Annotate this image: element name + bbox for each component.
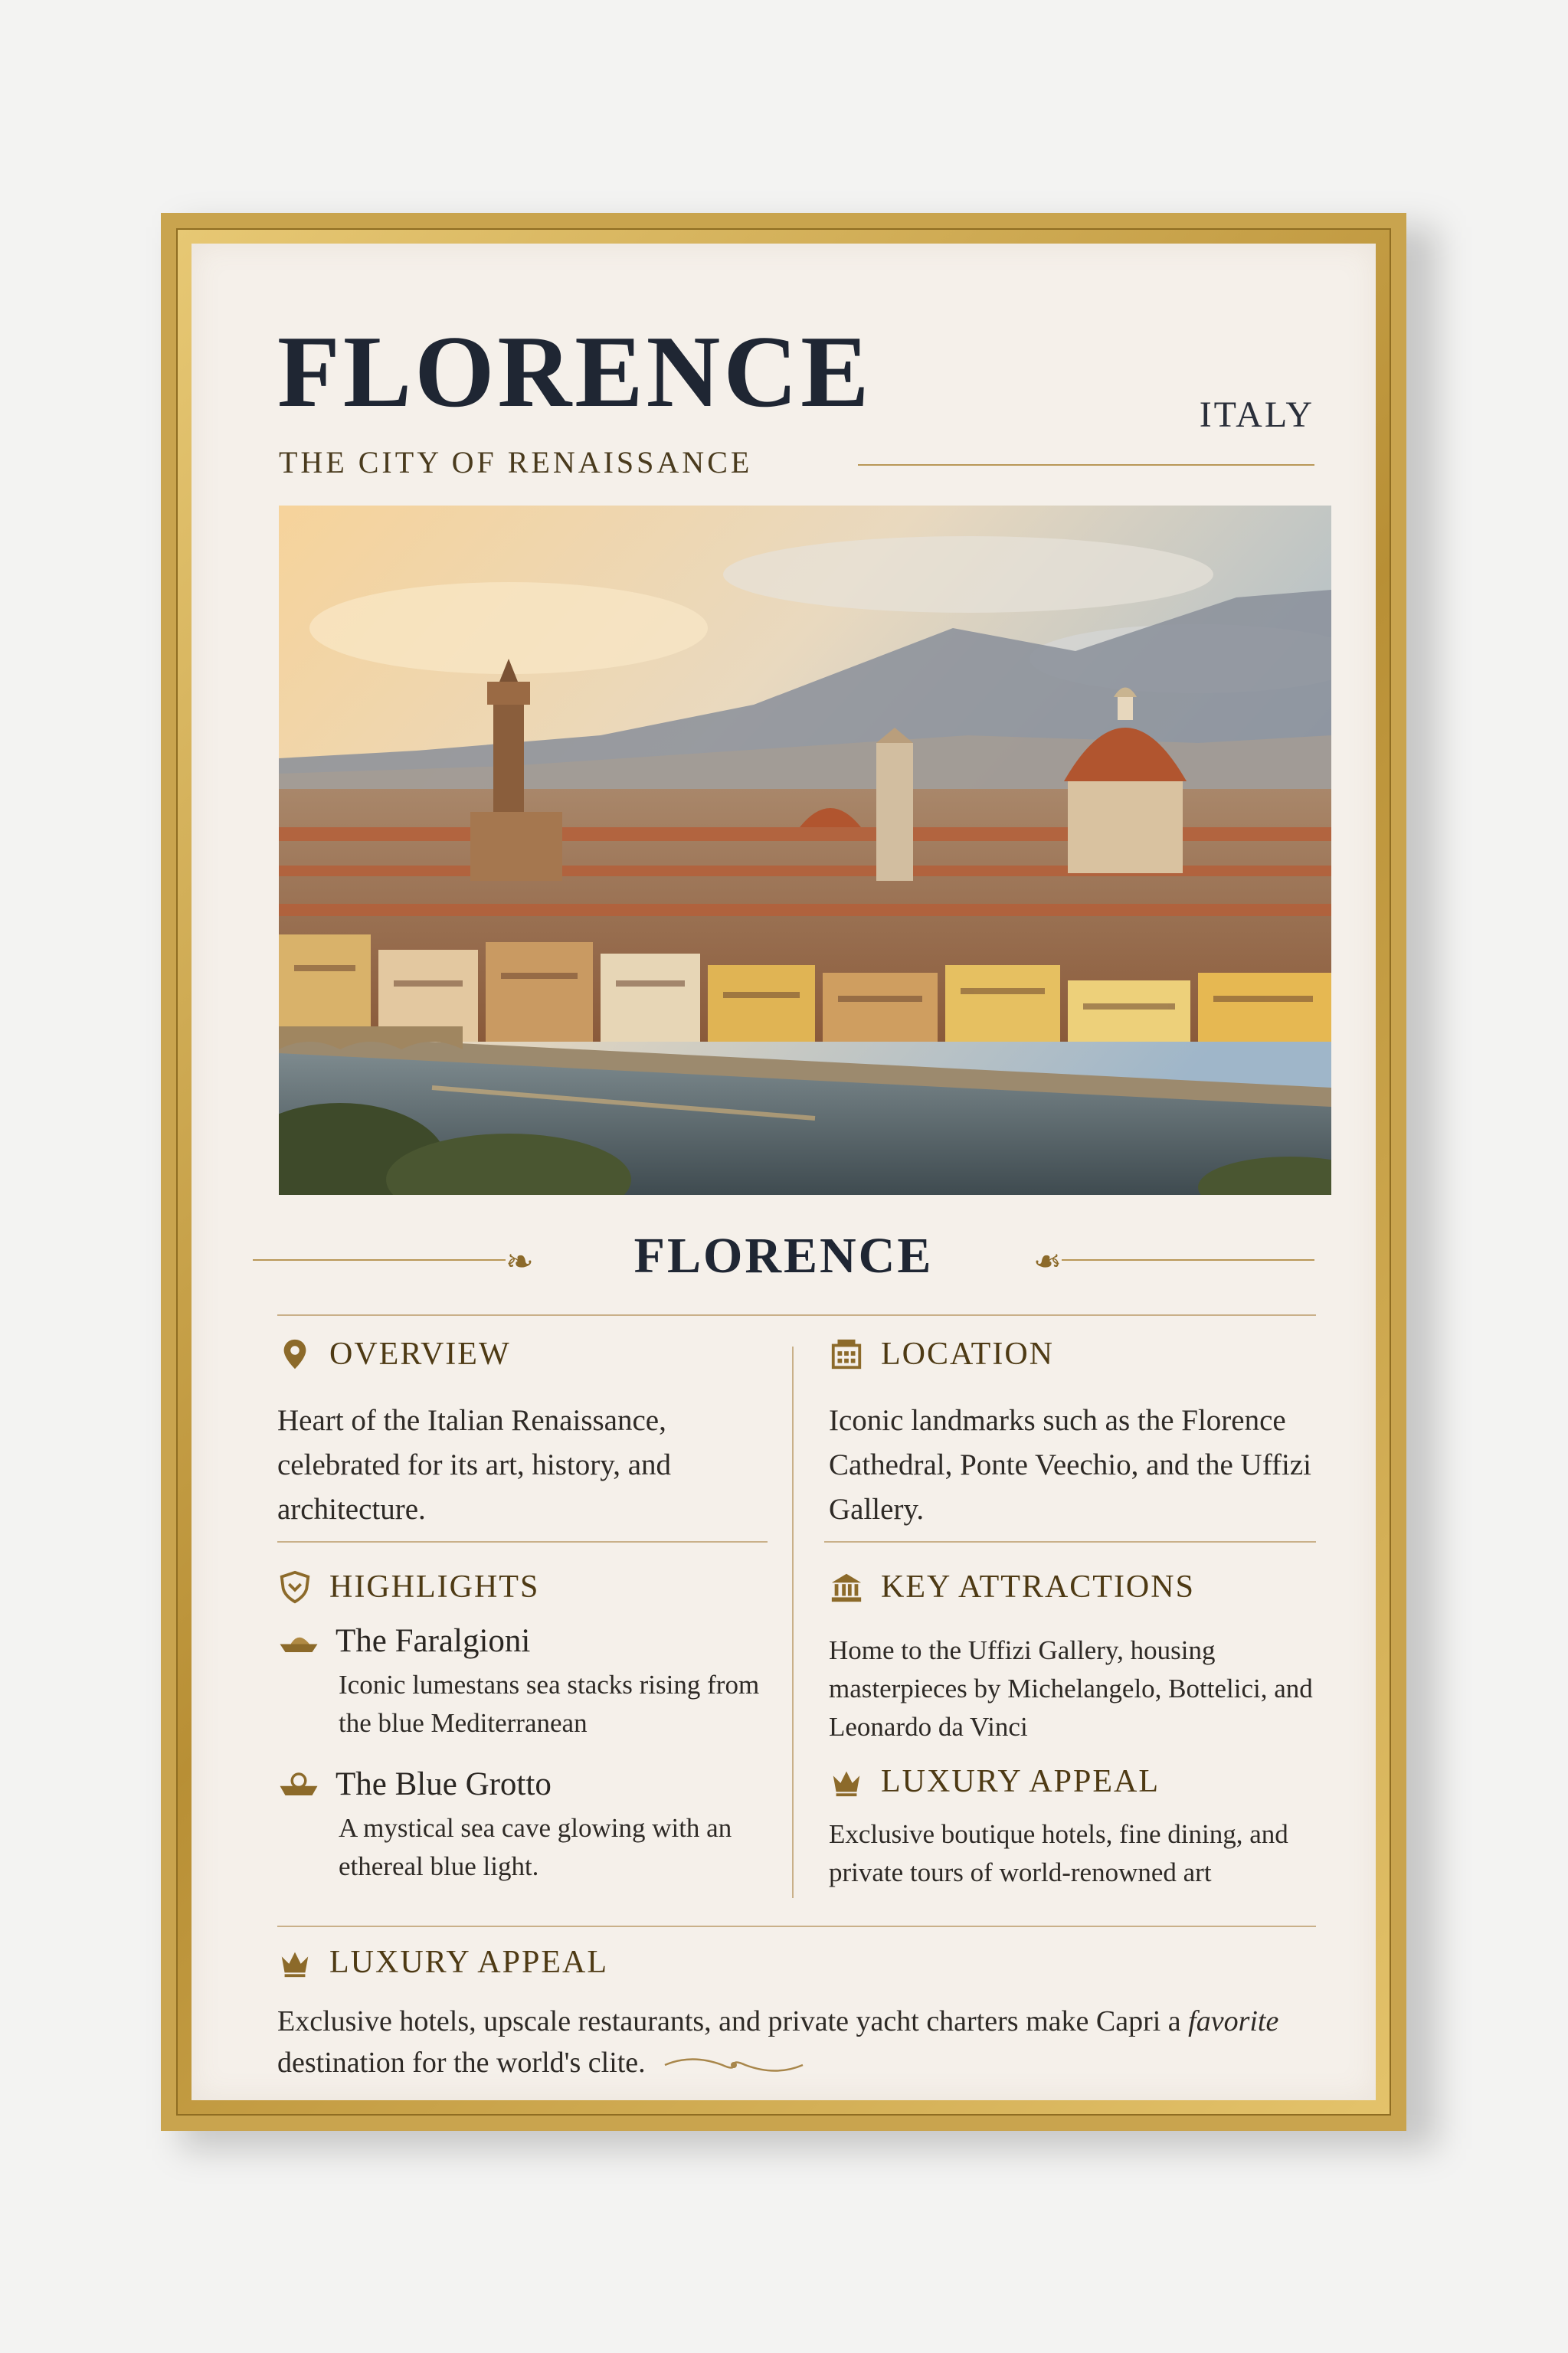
highlight-item xyxy=(277,1622,783,1743)
overview-heading xyxy=(277,1336,768,1373)
poster-paper xyxy=(191,244,1376,2100)
photo-caption-band xyxy=(253,1219,1314,1288)
highlight-title: The Faralgioni xyxy=(336,1623,531,1659)
luxury-appeal-text: Exclusive boutique hotels, fine dining, and private tours of world-renowned art xyxy=(829,1819,1288,1887)
highlight-description: Iconic lumestans sea stacks rising from the blue Mediterranean xyxy=(339,1670,760,1738)
left-divider-mid xyxy=(277,1541,768,1543)
florence-skyline-illustration xyxy=(279,506,1331,1195)
luxury-appeal-heading-bottom xyxy=(277,1944,1350,1981)
left-flourish-icon: ❧ xyxy=(506,1243,534,1281)
key-attractions-section xyxy=(829,1569,1357,1746)
highlight-item xyxy=(277,1766,783,1886)
right-flourish-icon: ❧ xyxy=(1033,1243,1062,1281)
key-attractions-heading xyxy=(829,1569,1357,1605)
key-attractions-heading-label: KEY ATTRACTIONS xyxy=(881,1569,1195,1605)
highlights-heading-label: HIGHLIGHTS xyxy=(329,1569,540,1605)
luxury-appeal-bottom-heading-label: LUXURY APPEAL xyxy=(329,1945,608,1980)
luxury-appeal-heading-right xyxy=(829,1763,1357,1800)
location-heading-label: LOCATION xyxy=(881,1337,1054,1372)
crown-icon xyxy=(277,1945,313,1980)
location-heading xyxy=(829,1336,1357,1373)
poster-title: FLORENCE xyxy=(277,315,872,428)
shield-icon xyxy=(277,1569,313,1605)
map-pin-icon xyxy=(277,1337,313,1372)
highlight-title: The Blue Grotto xyxy=(336,1766,552,1802)
bank-icon xyxy=(829,1569,864,1605)
country-label: ITALY xyxy=(1199,394,1314,435)
luxury-text-part: Exclusive hotels, upscale restaurants, and private yacht charters make Capri a xyxy=(277,2005,1189,2037)
right-divider-mid xyxy=(824,1541,1316,1543)
overview-heading-label: OVERVIEW xyxy=(329,1337,511,1372)
location-section xyxy=(829,1336,1357,1532)
building-icon xyxy=(829,1337,864,1372)
key-attractions-text: Home to the Uffizi Gallery, housing masterpieces by Michelangelo, Bottelici, and Leonardo da Vinci xyxy=(829,1635,1313,1742)
highlights-heading xyxy=(277,1569,783,1605)
caption-rule-right xyxy=(1062,1259,1314,1261)
column-divider xyxy=(792,1347,794,1898)
crown-icon xyxy=(829,1764,864,1799)
overview-section xyxy=(277,1336,768,1532)
section-divider-bottom xyxy=(277,1926,1316,1927)
luxury-appeal-heading-label: LUXURY APPEAL xyxy=(881,1764,1160,1799)
overview-text: Heart of the Italian Renaissance, celebrated for its art, history, and architecture. xyxy=(277,1404,672,1526)
poster-subtitle: THE CITY OF RENAISSANCE xyxy=(279,445,753,479)
highlight-description: A mystical sea cave glowing with an ethereal blue light. xyxy=(339,1813,732,1881)
highlight-title-row xyxy=(277,1766,783,1803)
luxury-appeal-section-right xyxy=(829,1763,1357,1892)
luxury-appeal-section-bottom xyxy=(277,1944,1350,2083)
section-divider-top xyxy=(277,1314,1316,1316)
highlight-title-row xyxy=(277,1622,783,1660)
luxury-appeal-bottom-text xyxy=(277,2001,1350,2083)
boat-icon xyxy=(277,1769,320,1800)
city-photo xyxy=(279,506,1331,1195)
poster-frame xyxy=(161,213,1406,2131)
scroll-flourish-icon xyxy=(661,2054,807,2076)
photo-caption: FLORENCE xyxy=(633,1228,934,1284)
boat-icon xyxy=(277,1626,320,1657)
highlights-section xyxy=(277,1569,783,1886)
location-text: Iconic landmarks such as the Florence Cathedral, Ponte Veechio, and the Uffizi Gallery. xyxy=(829,1404,1311,1526)
luxury-text-italic: favorite xyxy=(1188,2005,1279,2037)
luxury-text-part: destination for the world's clite. xyxy=(277,2047,646,2079)
subtitle-divider xyxy=(858,464,1314,466)
